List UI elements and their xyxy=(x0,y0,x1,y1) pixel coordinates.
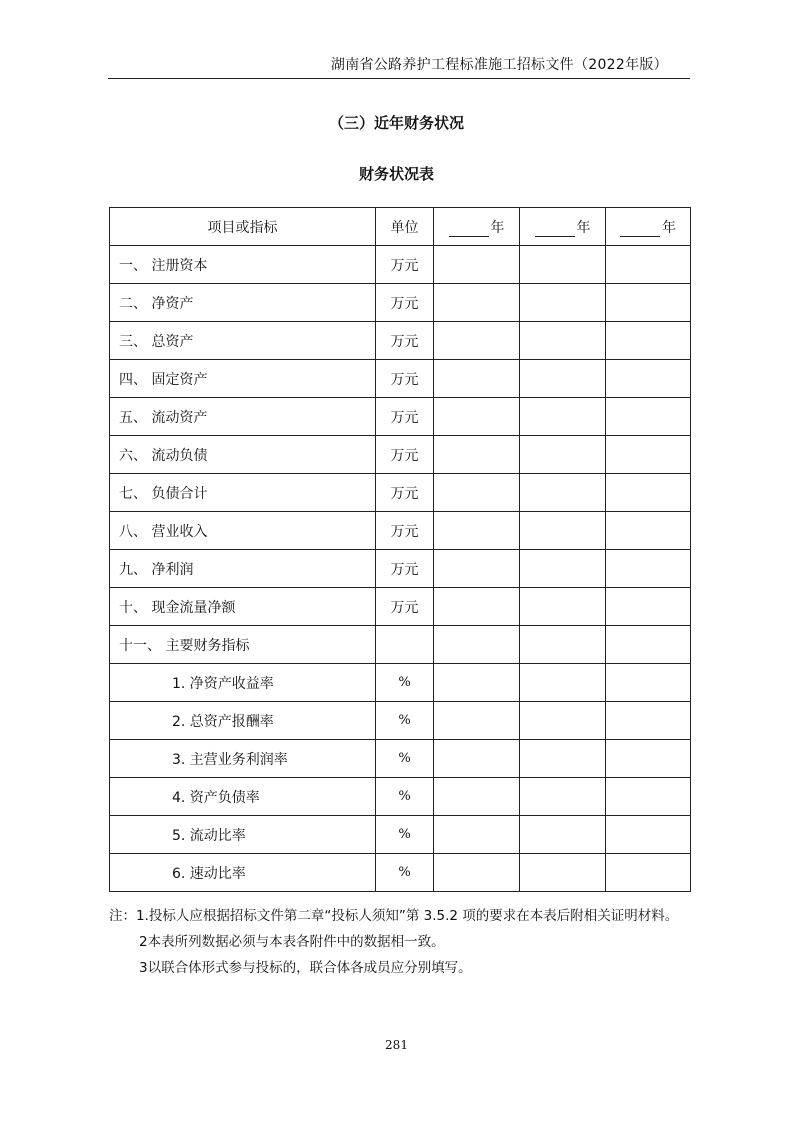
header-item: 项目或指标 xyxy=(110,208,376,246)
year-value-cell-3[interactable] xyxy=(606,664,691,702)
row-unit: 万元 xyxy=(376,512,434,550)
year-value-cell-2[interactable] xyxy=(520,702,606,740)
year-value-cell-1[interactable] xyxy=(434,474,520,512)
year-value-cell-1[interactable] xyxy=(434,550,520,588)
table-row xyxy=(110,854,691,892)
year-value-cell-1[interactable] xyxy=(434,664,520,702)
header-title: 湖南省公路养护工程标准施工招标文件（2022年版） xyxy=(330,57,668,73)
row-unit: 万元 xyxy=(376,246,434,284)
year-value-cell-3[interactable] xyxy=(606,588,691,626)
row-unit: 万元 xyxy=(376,588,434,626)
year-value-cell-1[interactable] xyxy=(434,436,520,474)
year-value-cell-2[interactable] xyxy=(520,588,606,626)
year-value-cell-3[interactable] xyxy=(606,740,691,778)
year-value-cell-2[interactable] xyxy=(520,398,606,436)
year-value-cell-1[interactable] xyxy=(434,778,520,816)
table-row xyxy=(110,816,691,854)
row-item-label: 十一、 主要财务指标 xyxy=(110,626,376,664)
table-header-row xyxy=(110,208,691,246)
year-value-cell-2[interactable] xyxy=(520,778,606,816)
year-value-cell-3[interactable] xyxy=(606,816,691,854)
row-item-label: 五、 流动资产 xyxy=(110,398,376,436)
year-blank xyxy=(449,222,489,237)
year-value-cell-2[interactable] xyxy=(520,854,606,892)
year-value-cell-3[interactable] xyxy=(606,398,691,436)
row-unit: 万元 xyxy=(376,398,434,436)
table-row xyxy=(110,474,691,512)
year-value-cell-1[interactable] xyxy=(434,284,520,322)
page-header xyxy=(108,52,690,79)
row-unit: % xyxy=(376,778,434,816)
year-value-cell-3[interactable] xyxy=(606,702,691,740)
year-value-cell-2[interactable] xyxy=(520,360,606,398)
year-value-cell-1[interactable] xyxy=(434,398,520,436)
table-row xyxy=(110,626,691,664)
year-value-cell-1[interactable] xyxy=(434,588,520,626)
year-value-cell-2[interactable] xyxy=(520,474,606,512)
row-unit: % xyxy=(376,702,434,740)
year-value-cell-3[interactable] xyxy=(606,284,691,322)
table-row xyxy=(110,588,691,626)
year-value-cell-1[interactable] xyxy=(434,626,520,664)
header-year-1 xyxy=(434,208,520,246)
table-row xyxy=(110,550,691,588)
financial-status-table xyxy=(109,207,691,892)
row-item-label: 四、 固定资产 xyxy=(110,360,376,398)
year-label: 年 xyxy=(662,219,676,236)
table-row xyxy=(110,436,691,474)
year-value-cell-2[interactable] xyxy=(520,740,606,778)
year-value-cell-2[interactable] xyxy=(520,246,606,284)
table-row xyxy=(110,702,691,740)
row-unit: % xyxy=(376,740,434,778)
table-row xyxy=(110,512,691,550)
table-row xyxy=(110,778,691,816)
year-value-cell-1[interactable] xyxy=(434,322,520,360)
row-item-label: 6. 速动比率 xyxy=(110,854,376,892)
row-item-label: 十、 现金流量净额 xyxy=(110,588,376,626)
row-item-label: 4. 资产负债率 xyxy=(110,778,376,816)
row-unit: 万元 xyxy=(376,360,434,398)
row-item-label: 1. 净资产收益率 xyxy=(110,664,376,702)
year-blank xyxy=(620,222,660,237)
table-row xyxy=(110,740,691,778)
row-item-label: 八、 营业收入 xyxy=(110,512,376,550)
table-title: 财务状况表 xyxy=(358,165,434,183)
row-unit: 万元 xyxy=(376,322,434,360)
year-value-cell-3[interactable] xyxy=(606,778,691,816)
row-item-label: 二、 净资产 xyxy=(110,284,376,322)
row-unit: 万元 xyxy=(376,474,434,512)
header-year-3 xyxy=(606,208,691,246)
row-item-label: 三、 总资产 xyxy=(110,322,376,360)
year-label: 年 xyxy=(576,219,591,236)
header-year-2 xyxy=(520,208,606,246)
table-row xyxy=(110,664,691,702)
year-value-cell-2[interactable] xyxy=(520,664,606,702)
row-item-label: 3. 主营业务利润率 xyxy=(110,740,376,778)
year-value-cell-3[interactable] xyxy=(606,626,691,664)
note-3: 3以联合体形式参与投标的，联合体各成员应分别填写。 xyxy=(139,960,472,976)
year-value-cell-2[interactable] xyxy=(520,550,606,588)
row-item-label: 七、 负债合计 xyxy=(110,474,376,512)
row-unit: % xyxy=(376,816,434,854)
row-item-label: 一、 注册资本 xyxy=(110,246,376,284)
row-unit xyxy=(376,626,434,664)
year-value-cell-1[interactable] xyxy=(434,702,520,740)
year-blank xyxy=(535,222,575,237)
row-item-label: 2. 总资产报酬率 xyxy=(110,702,376,740)
year-value-cell-1[interactable] xyxy=(434,512,520,550)
row-unit: 万元 xyxy=(376,436,434,474)
notes xyxy=(109,903,709,981)
table-row xyxy=(110,360,691,398)
header-unit: 单位 xyxy=(376,208,434,246)
year-value-cell-1[interactable] xyxy=(434,854,520,892)
year-value-cell-3[interactable] xyxy=(606,474,691,512)
year-value-cell-2[interactable] xyxy=(520,436,606,474)
table-row xyxy=(110,398,691,436)
year-value-cell-3[interactable] xyxy=(606,854,691,892)
year-value-cell-3[interactable] xyxy=(606,436,691,474)
year-value-cell-2[interactable] xyxy=(520,284,606,322)
row-item-label: 六、 流动负债 xyxy=(110,436,376,474)
note-2: 2本表所列数据必须与本表各附件中的数据相一致。 xyxy=(139,934,445,950)
table-row xyxy=(110,284,691,322)
year-value-cell-1[interactable] xyxy=(434,360,520,398)
year-value-cell-1[interactable] xyxy=(434,740,520,778)
row-item-label: 九、 净利润 xyxy=(110,550,376,588)
row-unit: 万元 xyxy=(376,550,434,588)
row-unit: % xyxy=(376,664,434,702)
year-value-cell-2[interactable] xyxy=(520,626,606,664)
table-row xyxy=(110,322,691,360)
table-row xyxy=(110,246,691,284)
year-value-cell-2[interactable] xyxy=(520,816,606,854)
year-value-cell-2[interactable] xyxy=(520,512,606,550)
year-label: 年 xyxy=(490,219,505,236)
year-value-cell-1[interactable] xyxy=(434,246,520,284)
year-value-cell-3[interactable] xyxy=(606,246,691,284)
section-title: （三）近年财务状况 xyxy=(328,114,464,132)
page-number: 281 xyxy=(385,1038,408,1052)
year-value-cell-3[interactable] xyxy=(606,322,691,360)
year-value-cell-3[interactable] xyxy=(606,550,691,588)
row-item-label: 5. 流动比率 xyxy=(110,816,376,854)
row-unit: 万元 xyxy=(376,284,434,322)
note-1: 注：1.投标人应根据招标文件第二章“投标人须知”第 3.5.2 项的要求在本表后附相关证明材料。 xyxy=(109,908,679,924)
year-value-cell-3[interactable] xyxy=(606,512,691,550)
year-value-cell-2[interactable] xyxy=(520,322,606,360)
year-value-cell-1[interactable] xyxy=(434,816,520,854)
row-unit: % xyxy=(376,854,434,892)
year-value-cell-3[interactable] xyxy=(606,360,691,398)
